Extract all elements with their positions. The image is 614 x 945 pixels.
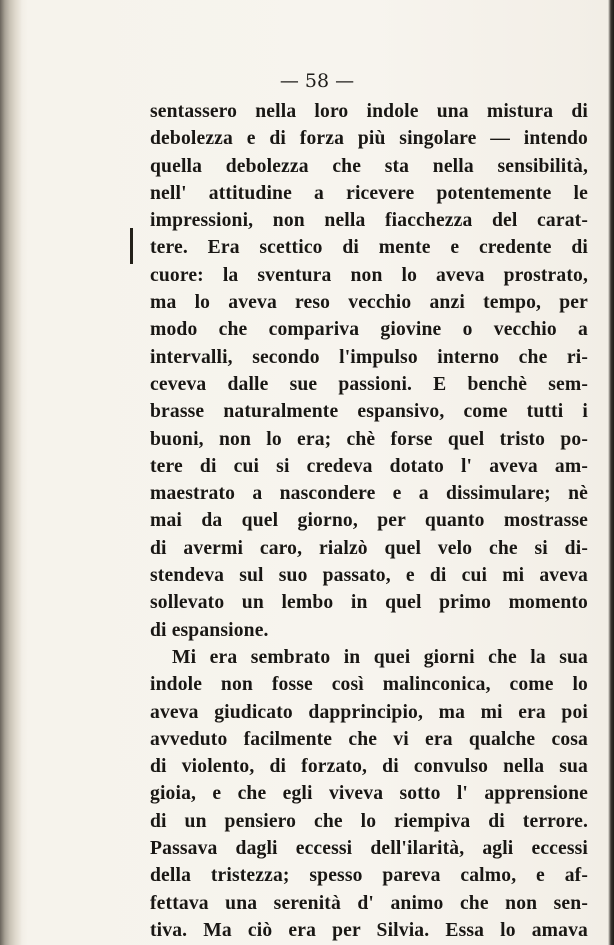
text-line: debolezza e di forza più singolare — intendo (150, 128, 588, 150)
text-line: brasse naturalmente espansivo, come tutti i (150, 401, 588, 423)
text-line: mai da quel giorno, per quanto mostrasse (150, 510, 588, 532)
page-number: — 58 — (279, 70, 355, 92)
page-right-edge (608, 0, 614, 945)
margin-mark (130, 228, 133, 264)
text-line: nell' attitudine a ricevere potentemente le (150, 182, 588, 204)
text-line: modo che compariva giovine o vecchio a (150, 319, 588, 341)
text-line: buoni, non lo era; chè forse quel tristo po- (150, 428, 588, 450)
text-line: gioia, e che egli viveva sotto l' apprensione (150, 783, 588, 805)
text-line: stendeva sul suo passato, e di cui mi aveva (150, 565, 588, 587)
text-line: di violento, di forzato, di convulso nella sua (150, 756, 588, 778)
text-line: maestrato a nascondere e a dissimulare; nè (150, 483, 588, 505)
book-spine-shadow (0, 0, 22, 945)
text-line: intervalli, secondo l'impulso interno che ri- (150, 346, 588, 368)
text-line: tiva. Ma ciò era per Silvia. Essa lo amava (150, 919, 588, 941)
text-line: impressioni, non nella fiacchezza del carat- (150, 210, 588, 232)
text-line: Mi era sembrato in quei giorni che la sua (172, 646, 588, 668)
text-line: di un pensiero che lo riempiva di terrore. (150, 810, 588, 832)
text-line: quella debolezza che sta nella sensibilità, (150, 155, 588, 177)
text-line: sentassero nella loro indole una mistura di (150, 101, 588, 122)
text-line: tere di cui si credeva dotato l' aveva am- (150, 455, 588, 477)
text-line: di avermi caro, rialzò quel velo che si di- (150, 537, 588, 559)
page-text (150, 98, 588, 944)
text-line: ma lo aveva reso vecchio anzi tempo, per (150, 292, 588, 314)
text-line: di espansione. (150, 619, 269, 641)
text-line: ceveva dalle sue passioni. E benchè sem- (150, 373, 588, 395)
text-line: fettava una serenità d' animo che non sen- (150, 892, 588, 914)
text-line: della tristezza; spesso pareva calmo, e af- (150, 865, 588, 887)
text-line: indole non fosse così malinconica, come lo (150, 674, 588, 696)
text-line: Passava dagli eccessi dell'ilarità, agli eccessi (150, 838, 588, 860)
text-line: aveva giudicato dapprincipio, ma mi era poi (150, 701, 588, 723)
text-line: sollevato un lembo in quel primo momento (150, 592, 588, 614)
text-line: avveduto facilmente che vi era qualche cosa (150, 728, 588, 750)
text-line: tere. Era scettico di mente e credente di (150, 237, 588, 259)
text-line: cuore: la sventura non lo aveva prostrato, (150, 264, 588, 286)
